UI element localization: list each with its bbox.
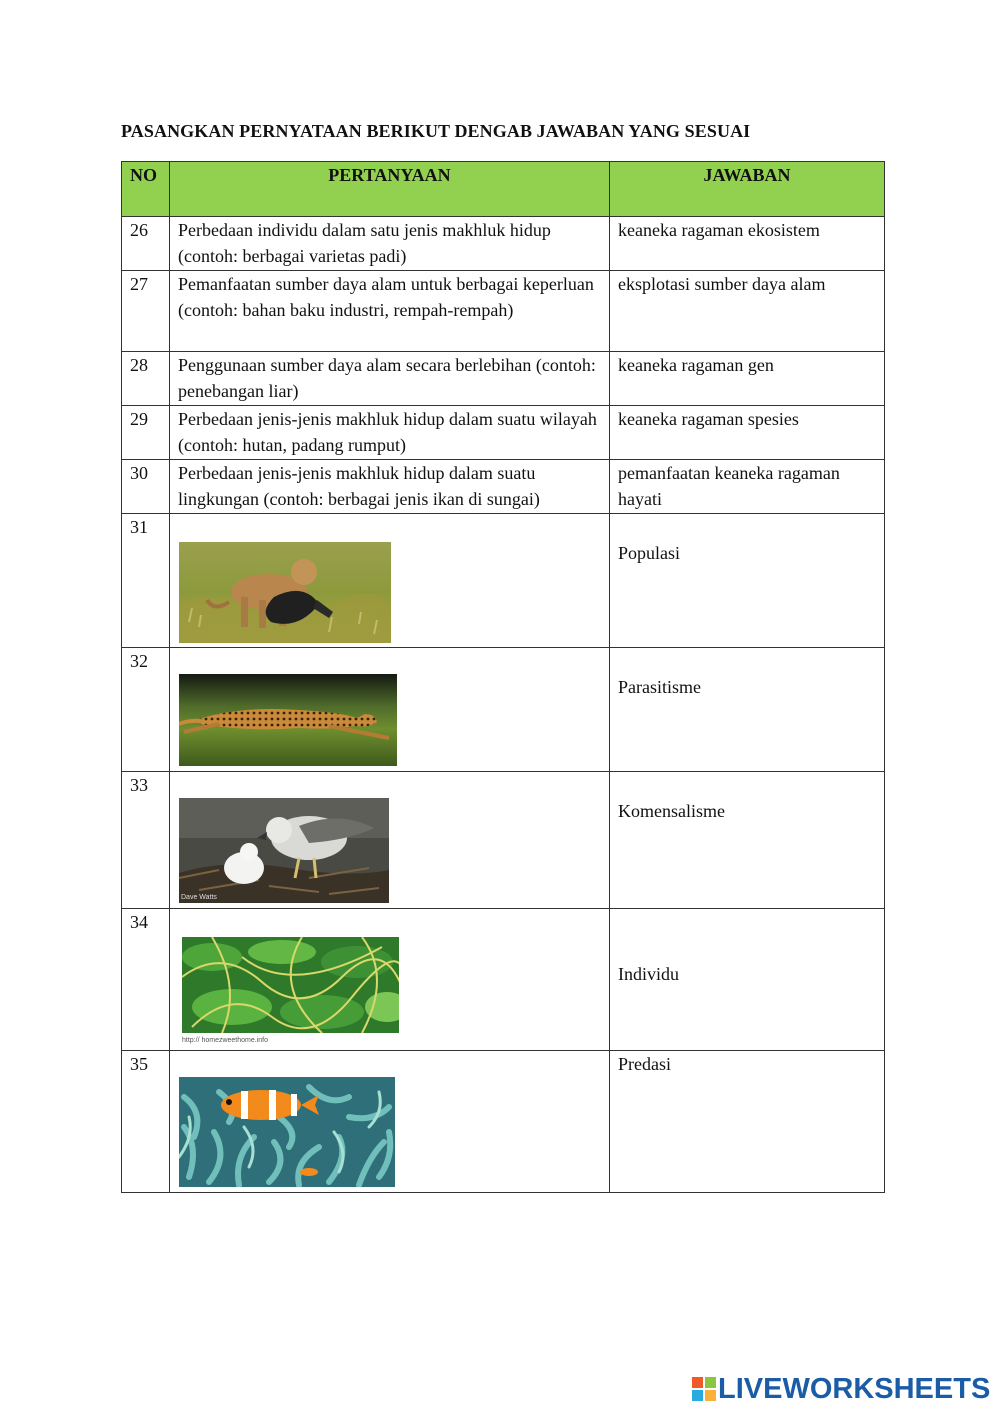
photo-caption: Dave Watts [181, 894, 217, 901]
table-row [122, 772, 885, 909]
row-number: 31 [122, 514, 170, 648]
question-text: Pemanfaatan sumber daya alam untuk berbagai keperluan (contoh: bahan baku industri, rempah-rempah) [170, 271, 610, 352]
table-row [122, 352, 885, 406]
answer-option[interactable] [610, 514, 885, 648]
answer-text: Komensalisme [618, 801, 725, 821]
row-number: 35 [122, 1051, 170, 1193]
liveworksheets-logo [692, 1374, 990, 1404]
logo-grid-icon [692, 1377, 716, 1401]
row-number: 34 [122, 909, 170, 1051]
matching-table [121, 161, 885, 1193]
answer-text: Populasi [618, 543, 681, 563]
question-image-cell [170, 909, 610, 1051]
row-number: 29 [122, 406, 170, 460]
row-number: 33 [122, 772, 170, 909]
table-row [122, 648, 885, 772]
answer-option[interactable]: pemanfaatan keaneka ragaman hayati [610, 460, 885, 514]
lioness-catching-prey-photo [179, 542, 391, 643]
answer-text: Parasitisme [618, 677, 701, 697]
question-image-cell [170, 514, 610, 648]
answer-option[interactable] [610, 648, 885, 772]
answer-option[interactable]: keaneka ragaman spesies [610, 406, 885, 460]
photo-caption: http:// homezweethome.info [182, 1037, 268, 1044]
header-answer: JAWABAN [610, 162, 885, 217]
table-row [122, 406, 885, 460]
answer-option[interactable] [610, 909, 885, 1051]
dodder-vine-on-plant-photo [179, 937, 399, 1045]
header-no: NO [122, 162, 170, 217]
question-text: Penggunaan sumber daya alam secara berlebihan (contoh: penebangan liar) [170, 352, 610, 406]
row-number: 32 [122, 648, 170, 772]
answer-text: Predasi [618, 1054, 671, 1074]
row-number: 30 [122, 460, 170, 514]
table-row [122, 1051, 885, 1193]
worksheet-title: PASANGKAN PERNYATAAN BERIKUT DENGAB JAWABAN YANG SESUAI [121, 121, 751, 141]
row-number: 27 [122, 271, 170, 352]
table-row [122, 460, 885, 514]
running-cheetah-photo [179, 674, 397, 766]
answer-option[interactable] [610, 772, 885, 909]
question-text: Perbedaan individu dalam satu jenis makhluk hidup (contoh: berbagai varietas padi) [170, 217, 610, 271]
answer-text: Individu [618, 964, 679, 984]
eagle-feeding-chick-photo [179, 798, 389, 903]
row-number: 28 [122, 352, 170, 406]
answer-option[interactable] [610, 1051, 885, 1193]
table-row [122, 271, 885, 352]
table-row [122, 909, 885, 1051]
answer-option[interactable]: eksplotasi sumber daya alam [610, 271, 885, 352]
table-header-row [122, 162, 885, 217]
brand-name: LIVEWORKSHEETS [718, 1372, 991, 1405]
question-image-cell [170, 772, 610, 909]
question-image-cell [170, 1051, 610, 1193]
answer-option[interactable]: keaneka ragaman ekosistem [610, 217, 885, 271]
answer-option[interactable]: keaneka ragaman gen [610, 352, 885, 406]
header-question: PERTANYAAN [170, 162, 610, 217]
table-row [122, 217, 885, 271]
table-row [122, 514, 885, 648]
row-number: 26 [122, 217, 170, 271]
question-text: Perbedaan jenis-jenis makhluk hidup dalam suatu wilayah (contoh: hutan, padang rumput) [170, 406, 610, 460]
question-image-cell [170, 648, 610, 772]
clownfish-anemone-photo [179, 1077, 395, 1187]
question-text: Perbedaan jenis-jenis makhluk hidup dalam suatu lingkungan (contoh: berbagai jenis ikan di sungai) [170, 460, 610, 514]
